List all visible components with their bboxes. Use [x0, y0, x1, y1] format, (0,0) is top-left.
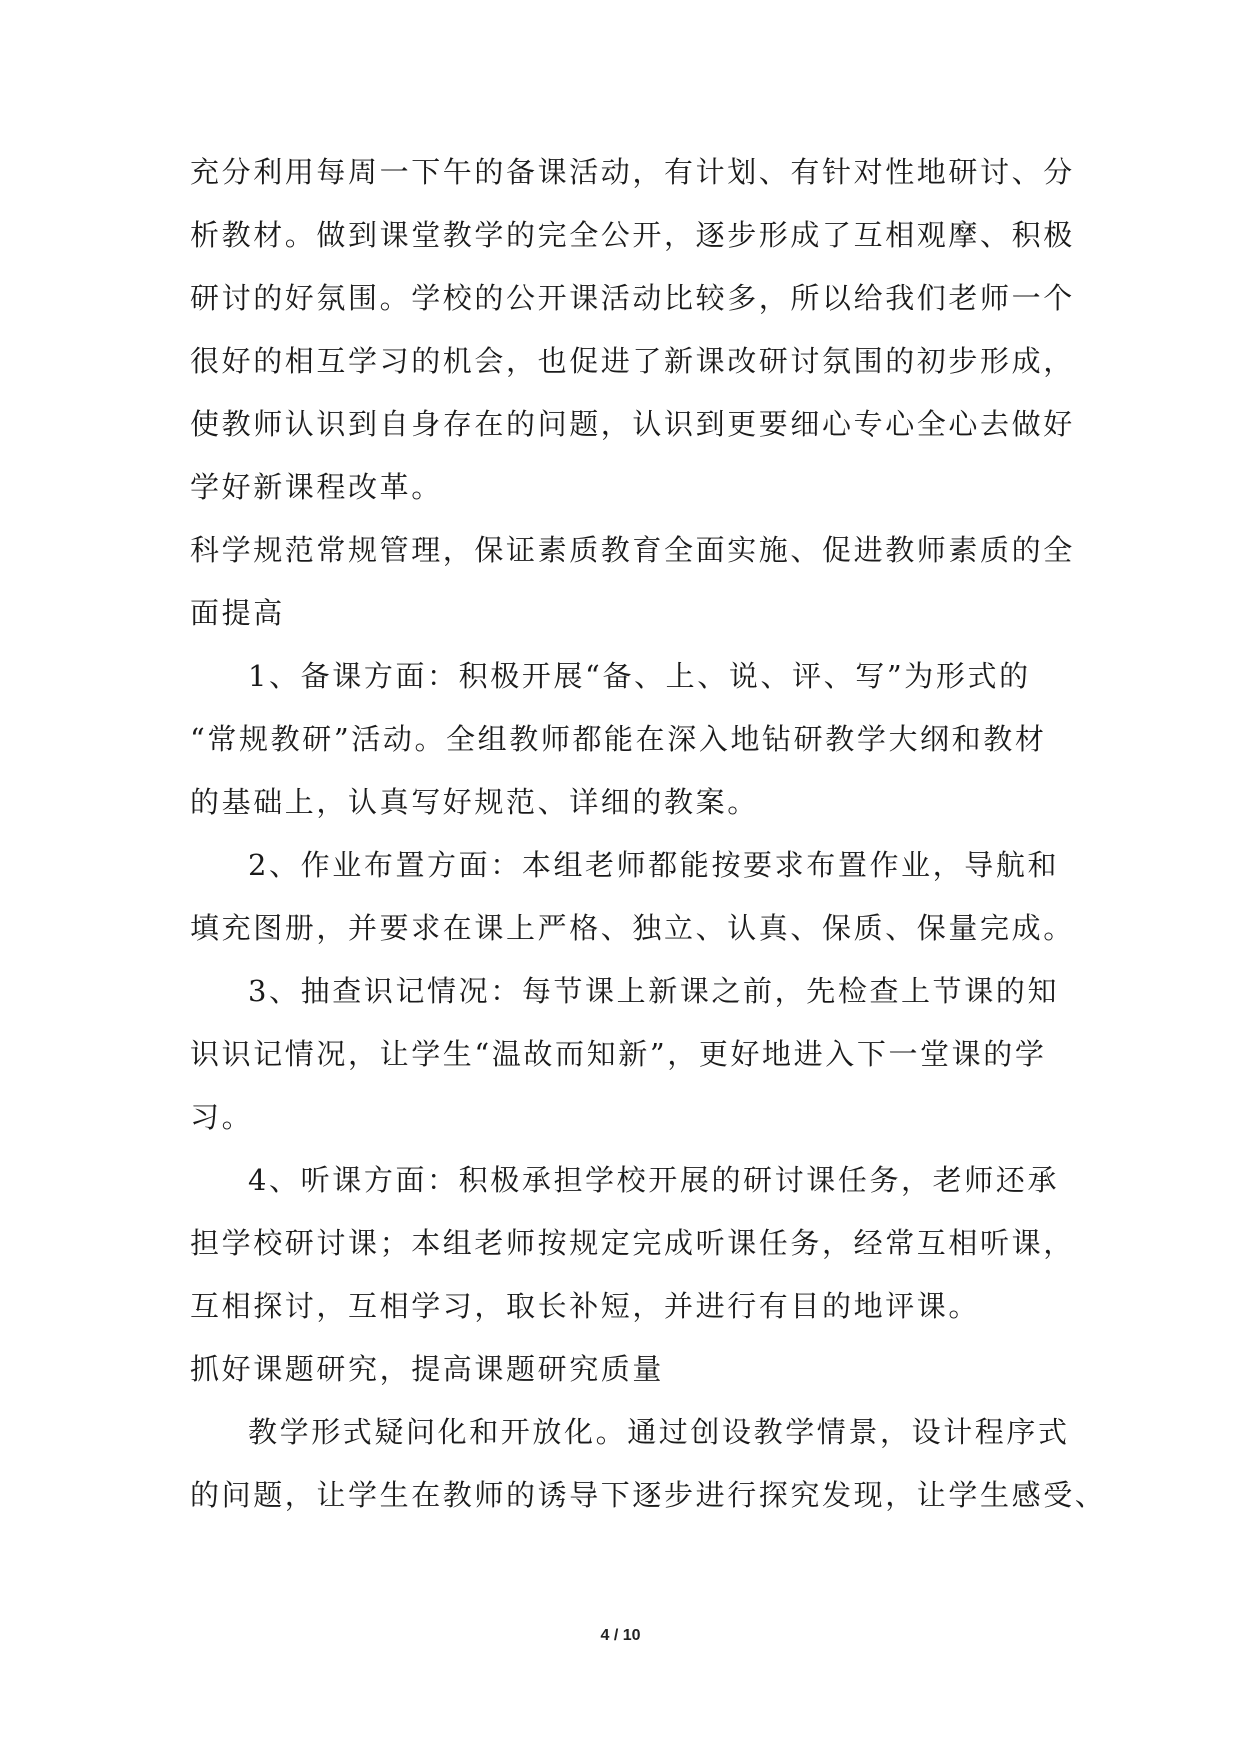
text-line: 担学校研讨课；本组老师按规定完成听课任务，经常互相听课， [190, 1226, 1075, 1260]
text-line: 教学形式疑问化和开放化。通过创设教学情景，设计程序式 [248, 1415, 1070, 1449]
text-line: 互相探讨，互相学习，取长补短，并进行有目的地评课。 [190, 1289, 981, 1323]
text-line: 的问题，让学生在教师的诱导下逐步进行探究发现，让学生感受、 [190, 1478, 1107, 1512]
text-line: 1、备课方面：积极开展“备、上、说、评、写”为形式的 [248, 659, 1031, 693]
section-heading: 科学规范常规管理，保证素质教育全面实施、促进教师素质的全 [190, 533, 1075, 567]
text-line: 4、听课方面：积极承担学校开展的研讨课任务，老师还承 [248, 1163, 1060, 1197]
text-line: 习。 [190, 1100, 254, 1134]
text-line: “常规教研”活动。全组教师都能在深入地钻研教学大纲和教材 [190, 722, 1047, 756]
text-line: 很好的相互学习的机会，也促进了新课改研讨氛围的初步形成， [190, 344, 1075, 378]
text-line: 析教材。做到课堂教学的完全公开，逐步形成了互相观摩、积极 [190, 218, 1075, 252]
text-line: 的基础上，认真写好规范、详细的教案。 [190, 785, 759, 819]
text-line: 3、抽查识记情况：每节课上新课之前，先检查上节课的知 [248, 974, 1060, 1008]
section-heading: 面提高 [190, 596, 285, 630]
section-heading: 抓好课题研究，提高课题研究质量 [190, 1352, 665, 1386]
text-line: 2、作业布置方面：本组老师都能按要求布置作业，导航和 [248, 848, 1060, 882]
text-line: 充分利用每周一下午的备课活动，有计划、有针对性地研讨、分 [190, 155, 1075, 189]
text-line: 填充图册，并要求在课上严格、独立、认真、保质、保量完成。 [190, 911, 1075, 945]
page-number: 4 / 10 [600, 1627, 641, 1644]
text-line: 识识记情况，让学生“温故而知新”，更好地进入下一堂课的学 [190, 1037, 1047, 1071]
text-line: 使教师认识到自身存在的问题，认识到更要细心专心全心去做好 [190, 407, 1075, 441]
text-line: 学好新课程改革。 [190, 470, 443, 504]
text-line: 研讨的好氛围。学校的公开课活动比较多，所以给我们老师一个 [190, 281, 1075, 315]
